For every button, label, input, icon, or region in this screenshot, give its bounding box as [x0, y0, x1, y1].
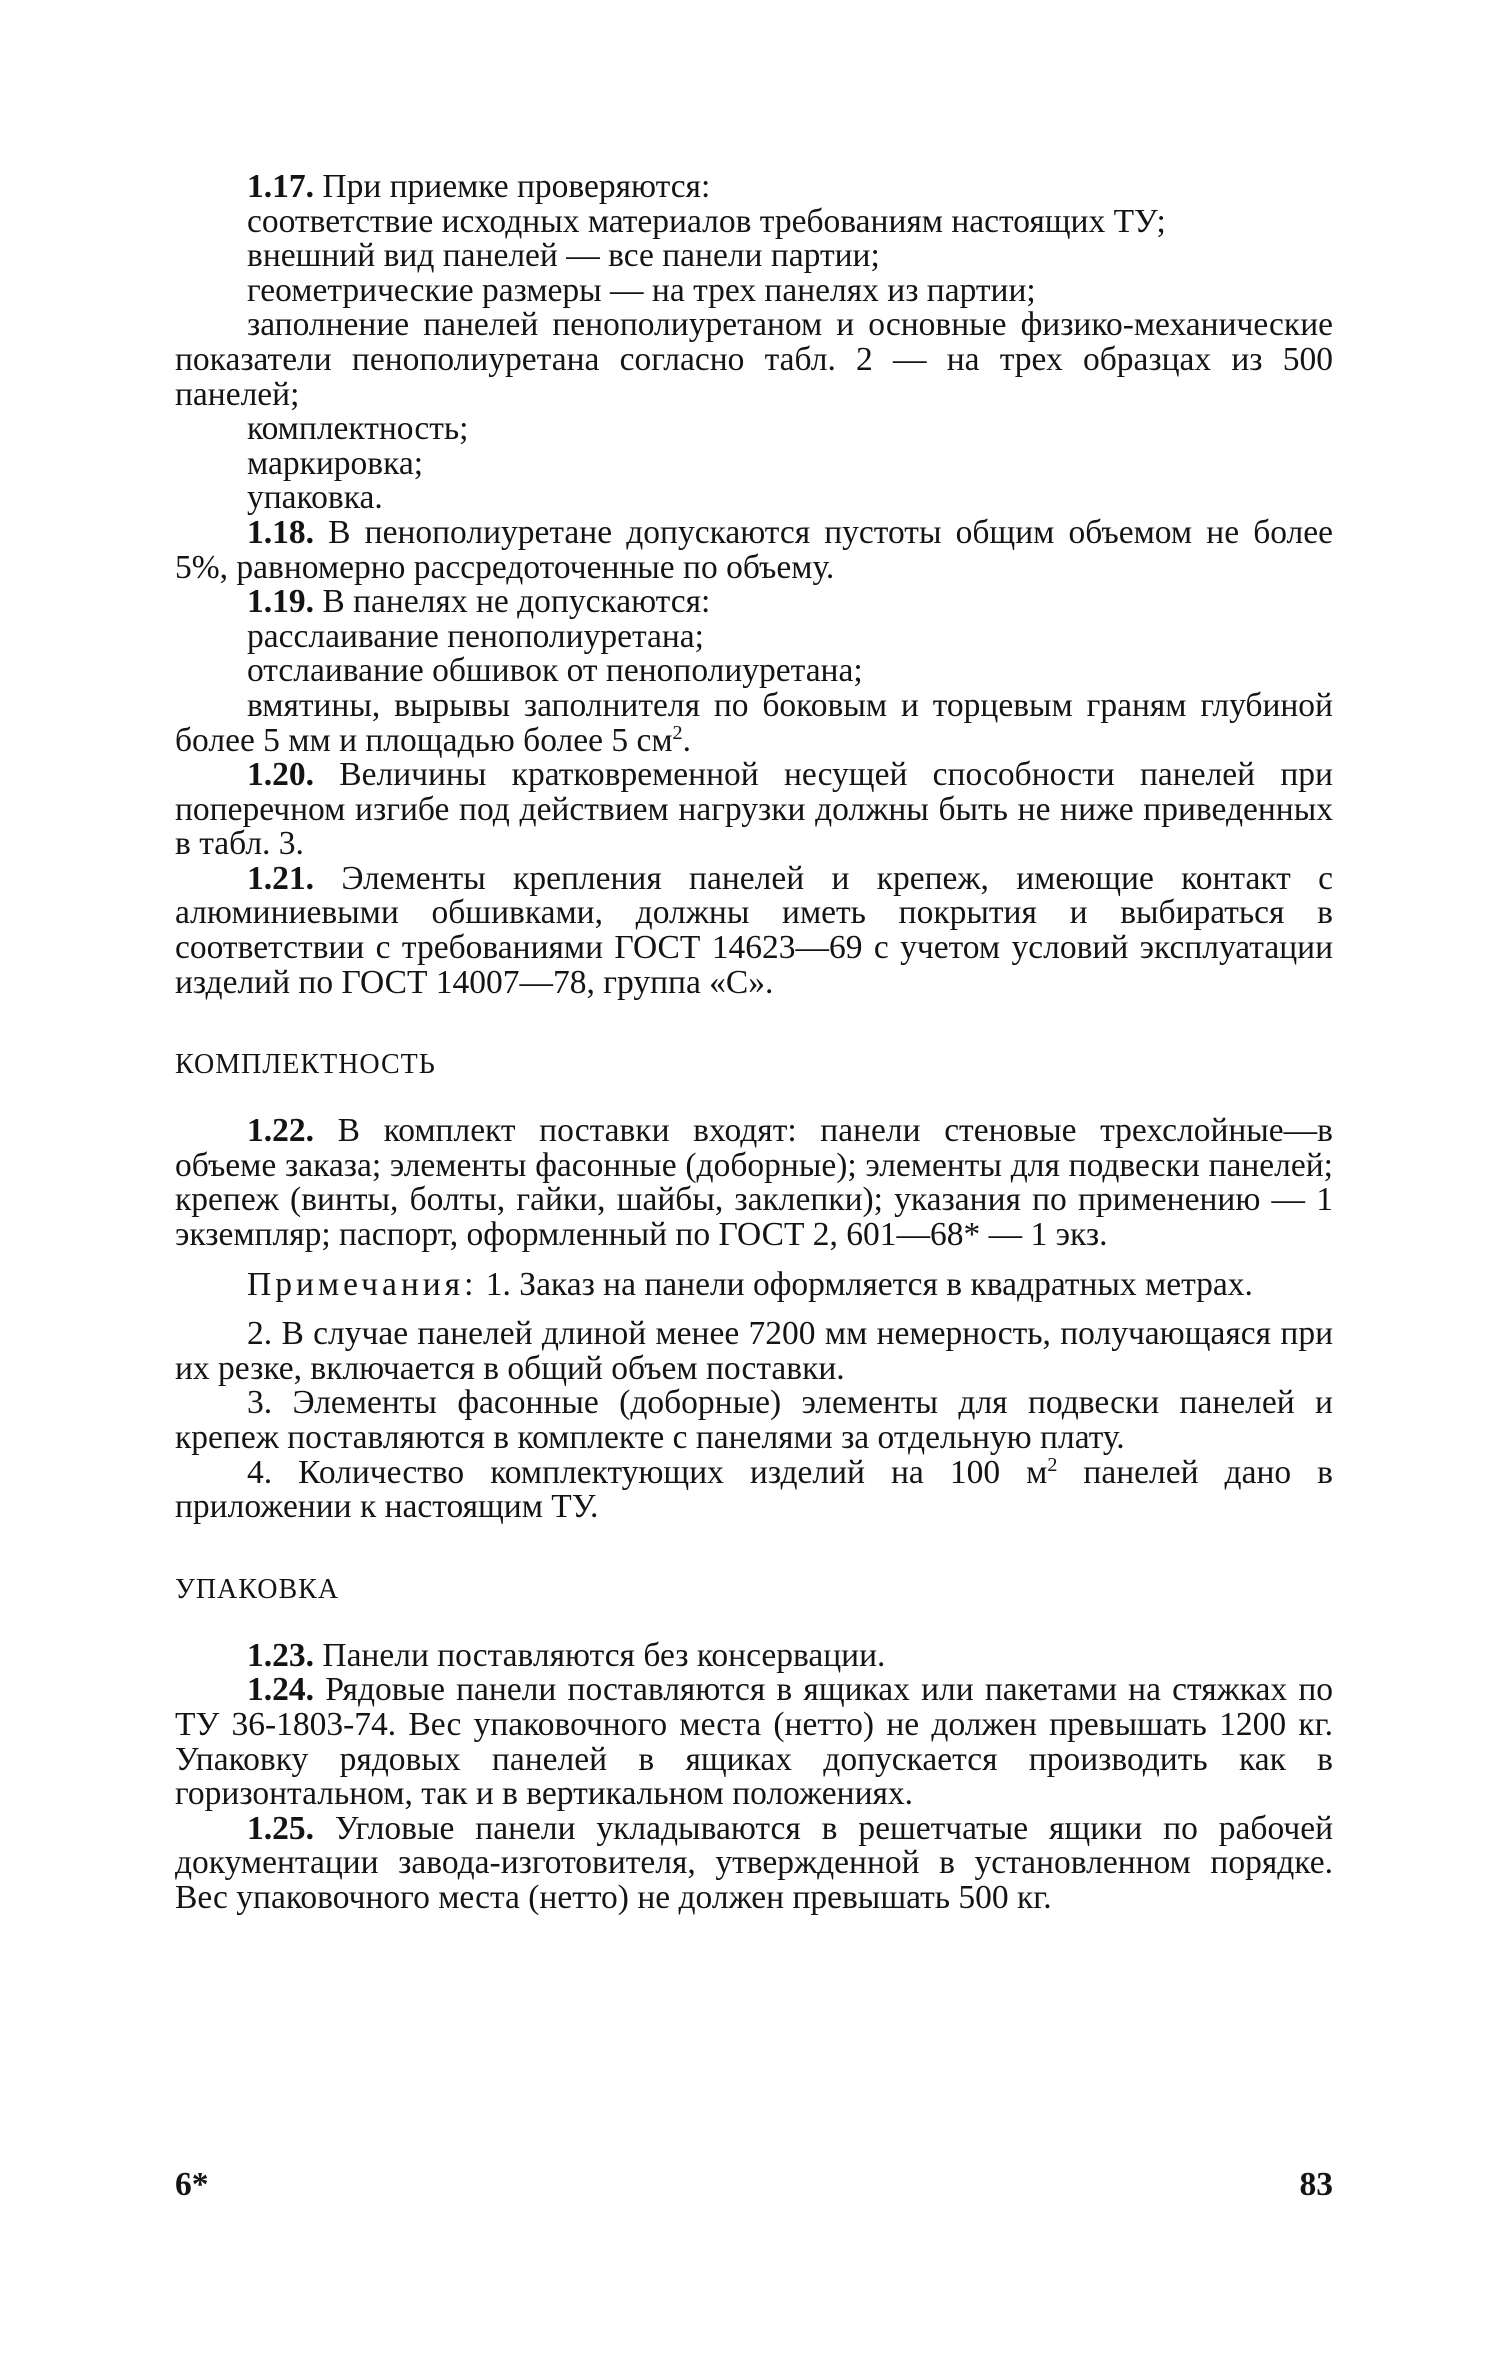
- note-text: панелей дано в приложении к настоящим ТУ.: [175, 1453, 1333, 1526]
- note-text: 4. Количество комплектующих изделий на 100 м: [247, 1453, 1048, 1491]
- notes-label: Примечания:: [247, 1265, 478, 1303]
- clause-number: 1.21.: [247, 859, 314, 897]
- clause-1-23: [175, 1636, 1333, 1674]
- note-2: 2. В случае панелей длиной менее 7200 мм немерность, получающаяся при их резке, включается в общий объем поставки.: [175, 1315, 1333, 1387]
- clause-1-17-item: комплектность;: [247, 410, 469, 448]
- note-4: [175, 1453, 1333, 1526]
- note-3: 3. Элементы фасонные (доборные) элементы для подвески панелей и крепеж поставляются в комплекте с панелями за отдельную плату.: [175, 1384, 1333, 1456]
- clause-number: 1.17.: [247, 168, 314, 205]
- clause-1-19-item: [175, 686, 1333, 759]
- clause-number: 1.25.: [247, 1809, 314, 1847]
- clause-text: В панелях не допускаются:: [322, 583, 711, 621]
- section-heading-komplektnost: КОМПЛЕКТНОСТЬ: [175, 1049, 436, 1081]
- clause-text: Рядовые панели поставляются в ящиках или пакетами на стяжках по ТУ 36-1803-74. Вес упаковочного места (нетто) не должен превышать 1200 кг. Упаковку рядовых панелей в ящиках допускается производить как в горизонтальном, так и в вертикальном положениях.: [175, 1671, 1334, 1813]
- clause-1-22: [175, 1114, 1333, 1252]
- clause-1-25: [175, 1809, 1333, 1916]
- clause-text: Величины кратковременной несущей способности панелей при поперечном изгибе под действием нагрузки должны быть не ниже приведенных в табл. 3.: [175, 756, 1333, 863]
- clause-1-20: [175, 758, 1333, 862]
- clause-1-17-item: упаковка.: [247, 479, 383, 517]
- clause-text: При приемке проверяются:: [322, 168, 711, 205]
- clause-1-24: [175, 1673, 1333, 1811]
- clause-number: 1.23.: [247, 1636, 314, 1674]
- clause-1-18: [175, 513, 1334, 586]
- superscript: 2: [672, 721, 683, 744]
- superscript: 2: [1047, 1453, 1058, 1476]
- clause-number: 1.22.: [247, 1112, 314, 1150]
- note-text: 1. Заказ на панели оформляется в квадратных метрах.: [485, 1265, 1253, 1303]
- clause-text: Элементы крепления панелей и крепеж, имеющие контакт с алюминиевыми обшивками, должны иметь покрытия и выбираться в соответствии с требованиями ГОСТ 14623—69 с учетом условий эксплуатации изделий по ГОСТ 14007—78, группа «С».: [175, 859, 1334, 1001]
- clause-1-17-item: соответствие исходных материалов требованиям настоящих ТУ;: [247, 202, 1166, 240]
- note-1: [175, 1265, 1333, 1303]
- clause-text: Угловые панели укладываются в решетчатые ящики по рабочей документации завода-изготовителя, утвержденной в установленном порядке. Вес упаковочного места (нетто) не должен превышать 500 кг.: [175, 1809, 1333, 1916]
- section-heading-upakovka: УПАКОВКА: [175, 1573, 340, 1605]
- clause-text-end: .: [682, 721, 691, 759]
- clause-number: 1.18.: [247, 513, 314, 551]
- clause-1-17-item: внешний вид панелей — все панели партии;: [247, 237, 880, 275]
- clause-text: Панели поставляются без консервации.: [322, 1636, 886, 1674]
- clause-number: 1.19.: [247, 583, 314, 621]
- clause-text: В комплект поставки входят: панели стеновые трехслойные—в объеме заказа; элементы фасонные (доборные); элементы для подвески панелей; крепеж (винты, болты, гайки, шайбы, заклепки); указания по применению — 1 экземпляр; паспорт, оформленный по ГОСТ 2, 601—68* — 1 экз.: [175, 1112, 1333, 1254]
- clause-text: В пенополиуретане допускаются пустоты общим объемом не более 5%, равномерно рассредоточенные по объему.: [175, 513, 1334, 586]
- clause-text: вмятины, вырывы заполнителя по боковым и торцевым граням глубиной более 5 мм и площадью более 5 см: [175, 686, 1333, 759]
- page-body: [175, 170, 1333, 1916]
- clause-number: 1.24.: [247, 1671, 314, 1709]
- clause-1-19-item: расслаивание пенополиуретана;: [247, 617, 704, 655]
- clause-1-21: [175, 859, 1334, 1001]
- page-number: 83: [1299, 2166, 1333, 2203]
- clause-number: 1.20.: [247, 756, 314, 794]
- signature-mark: 6*: [175, 2166, 209, 2203]
- clause-1-17-item: заполнение панелей пенополиуретаном и основные физико-механические показатели пенополиуретана согласно табл. 2 — на трех образцах из 500 панелей;: [175, 306, 1333, 413]
- clause-1-17-item: маркировка;: [247, 444, 424, 482]
- clause-1-17-title: [175, 170, 1333, 205]
- clause-1-19-title: [175, 585, 1333, 620]
- clause-1-19-item: отслаивание обшивок от пенополиуретана;: [247, 652, 863, 690]
- clause-1-17-item: геометрические размеры — на трех панелях из партии;: [247, 271, 1036, 309]
